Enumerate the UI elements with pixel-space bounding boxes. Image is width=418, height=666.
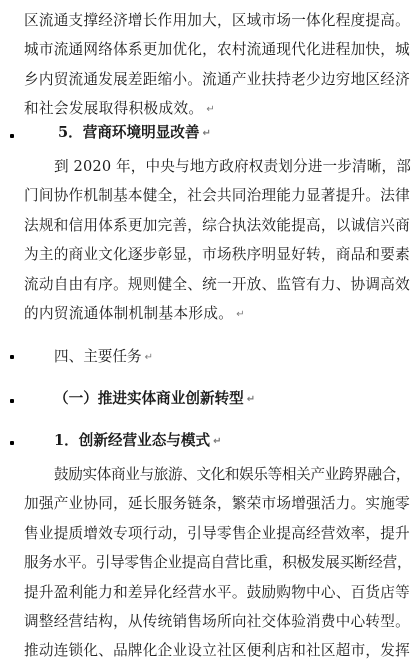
subheading-business-environment bbox=[58, 118, 211, 148]
text-line-content: 和社会发展取得积极成效。 bbox=[24, 100, 204, 118]
text-line: 城市流通网络体系更加优化，农村流通现代化进程加快，城 bbox=[24, 41, 410, 59]
subsection-heading-physical-commerce bbox=[54, 384, 255, 414]
paragraph-mark-icon: ↵ bbox=[144, 352, 153, 363]
paragraph-development-results bbox=[0, 6, 412, 125]
paragraph-innovate-formats bbox=[0, 460, 412, 666]
text-line: 加强产业协同，延长服务链条，繁荣市场增强活力。实施零 bbox=[24, 495, 410, 513]
paragraph-mark-icon: ↵ bbox=[206, 104, 216, 116]
heading-text: 四、主要任务 bbox=[54, 348, 142, 365]
text-line bbox=[0, 299, 412, 329]
text-line: 提升盈利能力和差异化经营水平。鼓励购物中心、百货店等 bbox=[24, 583, 410, 601]
heading-text: 1．创新经营业态与模式 bbox=[54, 432, 211, 449]
text-line: 服务水平。引导零售企业提高自营比重，积极发展买断经营， bbox=[24, 554, 412, 572]
text-line-content: 的内贸流通体制机制基本形成。 bbox=[24, 305, 234, 323]
paragraph-mark-icon: ↵ bbox=[246, 394, 256, 405]
text-line: 法规和信用体系更加完善，综合执法效能提高，以诚信兴商 bbox=[24, 216, 410, 234]
paragraph-mark-icon: ↵ bbox=[236, 309, 245, 321]
heading-text: （一）推进实体商业创新转型 bbox=[54, 390, 244, 407]
text-line: 区流通支撑经济增长作用加大，区域市场一体化程度提高。 bbox=[24, 12, 410, 29]
text-line: 门间协作机制基本健全，社会共同治理能力显著提升。法律 bbox=[24, 187, 410, 205]
bullet-icon bbox=[10, 355, 14, 359]
text-line: 到 2020 年，中央与地方政府权责划分进一步清晰，部 bbox=[54, 158, 411, 175]
bullet-icon bbox=[10, 399, 14, 403]
bullet-icon bbox=[10, 134, 14, 138]
text-line: 售业提质增效专项行动，引导零售企业提高经营效率，提升 bbox=[24, 524, 410, 542]
bullet-icon bbox=[10, 441, 14, 445]
item-heading-innovate-formats bbox=[54, 426, 221, 456]
paragraph-mark-icon: ↵ bbox=[202, 128, 211, 139]
text-line: 鼓励实体商业与旅游、文化和娱乐等相关产业跨界融合， bbox=[54, 466, 411, 483]
text-line: 推动连锁化、品牌化企业设立社区便利店和社区超市，发挥 bbox=[24, 642, 410, 660]
paragraph-mark-icon: ↵ bbox=[213, 436, 222, 447]
section-heading-main-tasks bbox=[54, 342, 153, 372]
text-line: 调整经营结构，从传统销售场所向社交体验消费中心转型。 bbox=[24, 613, 410, 631]
text-line: 流动自由有序。规则健全、统一开放、监管有力、协调高效 bbox=[24, 275, 410, 293]
text-line: 为主的商业文化逐步彰显，市场秩序明显好转，商品和要素 bbox=[24, 246, 410, 264]
paragraph-business-environment bbox=[0, 152, 412, 329]
text-line: 乡内贸流通发展差距缩小。流通产业扶持老少边穷地区经济 bbox=[24, 70, 410, 88]
heading-text: 5．营商环境明显改善 bbox=[58, 124, 200, 141]
